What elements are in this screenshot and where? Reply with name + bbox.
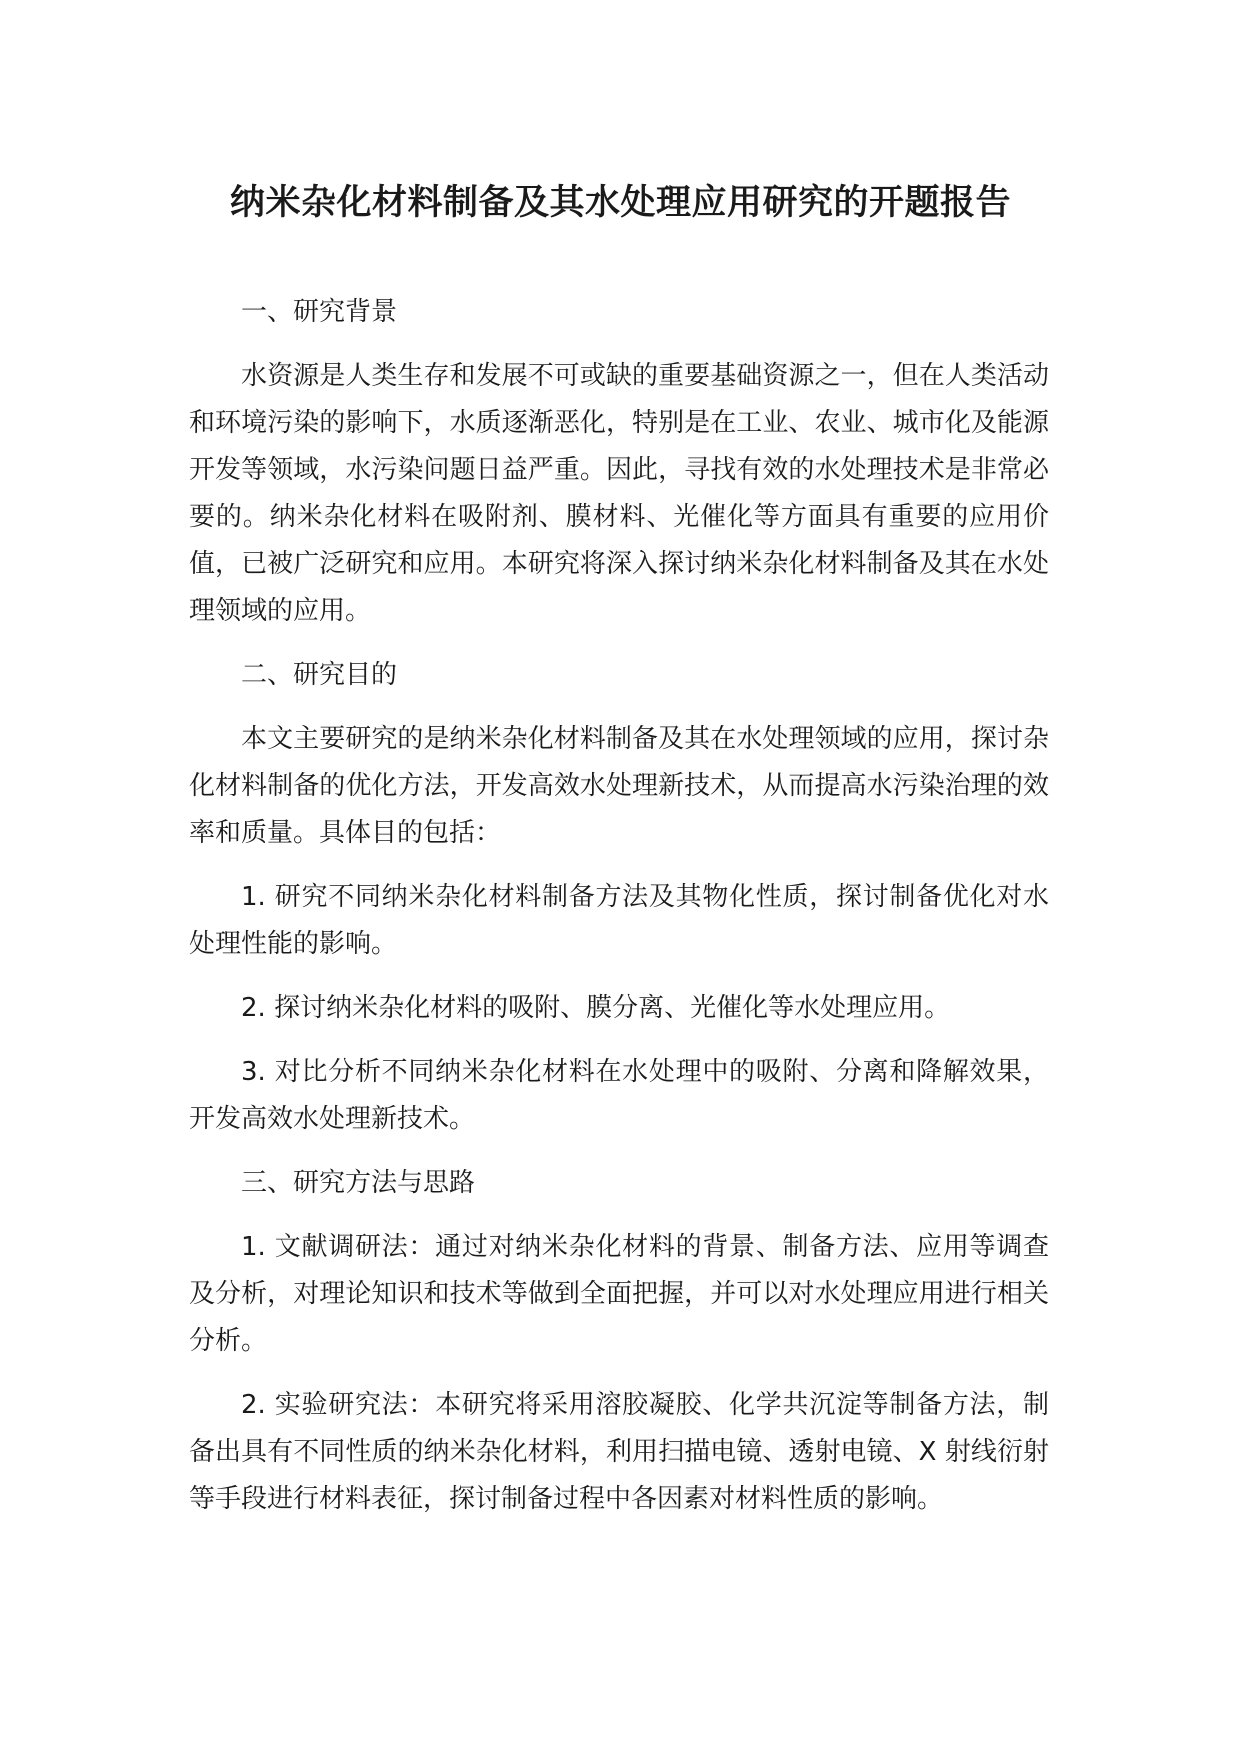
paragraph-background: 水资源是人类生存和发展不可或缺的重要基础资源之一，但在人类活动和环境污染的影响下，水质逐渐恶化，特别是在工业、农业、城市化及能源开发等领域，水污染问题日益严重。因此，寻找有效的水处理技术是非常必要的。纳米杂化材料在吸附剂、膜材料、光催化等方面具有重要的应用价值，已被广泛研究和应用。本研究将深入探讨纳米杂化材料制备及其在水处理领域的应用。 <box>189 361 1049 626</box>
section-heading-purpose: 二、研究目的 <box>241 660 398 690</box>
document-title: 纳米杂化材料制备及其水处理应用研究的开题报告 <box>229 183 1011 223</box>
list-item-purpose-2: 2. 探讨纳米杂化材料的吸附、膜分离、光催化等水处理应用。 <box>241 993 951 1023</box>
list-item-purpose-3: 3. 对比分析不同纳米杂化材料在水处理中的吸附、分离和降解效果，开发高效水处理新技术。 <box>189 1057 1049 1134</box>
document-body <box>189 289 1049 1540</box>
paragraph-purpose-intro: 本文主要研究的是纳米杂化材料制备及其在水处理领域的应用，探讨杂化材料制备的优化方法，开发高效水处理新技术，从而提高水污染治理的效率和质量。具体目的包括： <box>189 724 1049 848</box>
list-item-method-2: 2. 实验研究法：本研究将采用溶胶凝胶、化学共沉淀等制备方法，制备出具有不同性质的纳米杂化材料，利用扫描电镜、透射电镜、X 射线衍射等手段进行材料表征，探讨制备过程中各因素对材料性质的影响。 <box>189 1390 1049 1514</box>
list-item-method-1: 1. 文献调研法：通过对纳米杂化材料的背景、制备方法、应用等调查及分析，对理论知识和技术等做到全面把握，并可以对水处理应用进行相关分析。 <box>189 1232 1049 1356</box>
section-heading-methods: 三、研究方法与思路 <box>241 1168 476 1198</box>
list-item-purpose-1: 1. 研究不同纳米杂化材料制备方法及其物化性质，探讨制备优化对水处理性能的影响。 <box>189 882 1049 959</box>
section-heading-background: 一、研究背景 <box>241 297 398 327</box>
